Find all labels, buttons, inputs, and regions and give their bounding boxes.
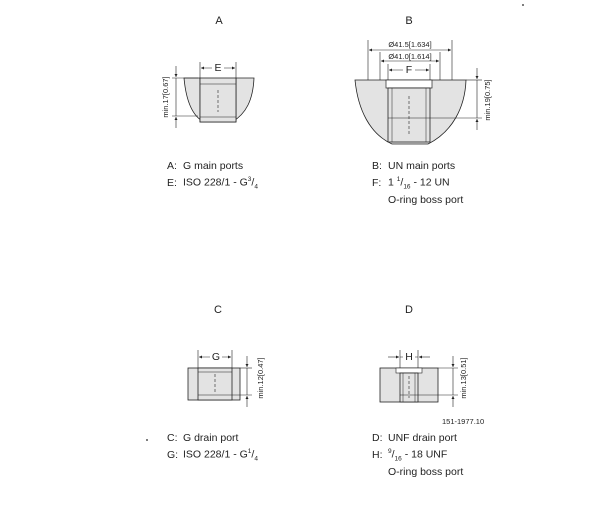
caption-line: H: $^9/_{16} - 18$ UNF bbox=[372, 448, 448, 463]
caption-a bbox=[167, 160, 258, 194]
view-a-letter: A bbox=[215, 15, 223, 27]
caption-d bbox=[372, 432, 463, 479]
stray-mark bbox=[522, 4, 524, 6]
view-a bbox=[161, 15, 254, 128]
stray-mark bbox=[146, 439, 148, 441]
view-d-vertical-dim: min.13[0.51] bbox=[459, 357, 468, 399]
view-b-dim-label: F bbox=[405, 64, 413, 76]
caption-line: G: ISO $228/1 - G^1/_4$ bbox=[167, 448, 258, 463]
view-c bbox=[188, 304, 265, 407]
view-a-dim-label: E bbox=[214, 62, 222, 74]
view-a-vertical-dim: min.17[0.67] bbox=[161, 76, 170, 118]
view-d bbox=[380, 304, 484, 426]
view-b-dim-inner: Ø41.0[1.614] bbox=[388, 52, 432, 61]
caption-line: O-ring boss port bbox=[388, 465, 464, 478]
view-b bbox=[355, 15, 492, 144]
view-c-letter: C bbox=[214, 304, 222, 316]
view-d-reference: 151-1977.10 bbox=[442, 417, 485, 426]
caption-line: O-ring boss port bbox=[388, 193, 464, 206]
view-b-dim-outer: Ø41.5[1.634] bbox=[388, 40, 432, 49]
caption-c bbox=[167, 432, 258, 466]
view-c-dim-label: G bbox=[211, 351, 221, 363]
view-b-letter: B bbox=[405, 15, 413, 27]
caption-line: A: G main ports bbox=[167, 160, 244, 172]
caption-b bbox=[372, 160, 463, 207]
view-d-dim-label: H bbox=[405, 351, 413, 363]
caption-line: B: UN main ports bbox=[372, 160, 456, 172]
caption-line: E: ISO $228/1 - G^3/_4$ bbox=[167, 176, 258, 191]
view-b-vertical-dim: min.19[0.75] bbox=[483, 79, 492, 121]
caption-line: C: G drain port bbox=[167, 432, 239, 444]
caption-line: D: UNF drain port bbox=[372, 432, 457, 444]
view-d-letter: D bbox=[405, 304, 413, 316]
caption-line: F: 1 $^1/_{16} - 12$ UN bbox=[372, 176, 450, 191]
view-c-vertical-dim: min.12[0.47] bbox=[256, 357, 265, 399]
